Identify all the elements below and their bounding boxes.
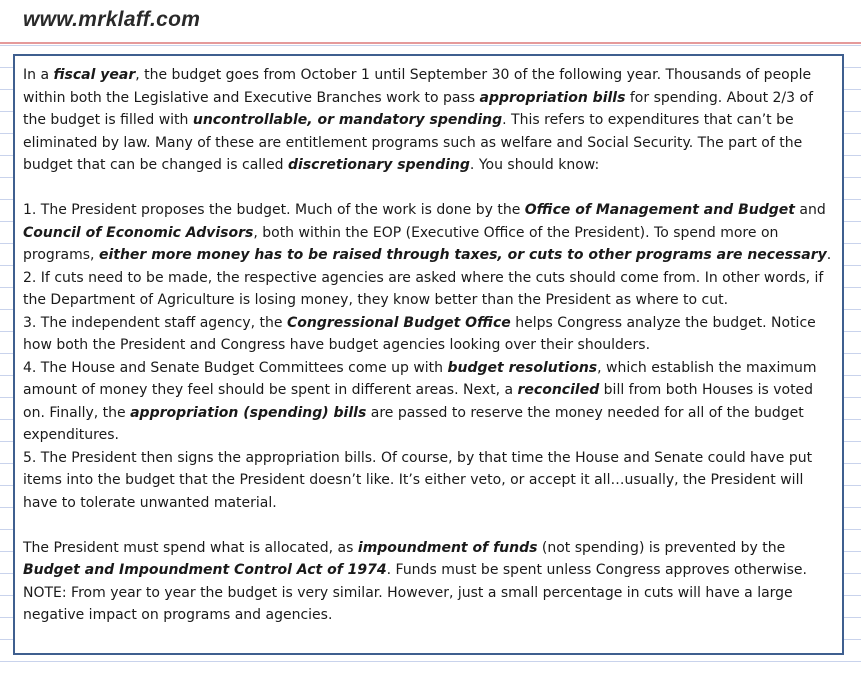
point-1 [23,199,834,267]
emphasized-term: Office of Management and Budget [524,202,795,218]
intro-paragraph [23,64,834,177]
point-2 [23,267,834,312]
text-run: and [794,202,826,218]
text-run: (not spending) is prevented by the [537,539,786,556]
emphasized-term: discretionary spending [288,157,470,173]
text-run: 3. The independent staff agency, the [23,314,287,331]
emphasized-term: uncontrollable, or mandatory spending [192,112,503,128]
text-run: . You should know: [469,157,600,173]
text-run: 4. The House and Senate Budget Committees come up with [23,359,448,376]
text-run: 5. The President then signs the appropriation bills. Of course, by that time the House and Senate could have put items into the budget that the President doesn’t like. It’s either veto, or accept it all…usually, the President will have to tolerate unwanted material. [23,449,813,511]
emphasized-term: fiscal year [53,67,136,83]
point-4 [23,357,834,447]
text-run: helps Congress analyze the budget. Notice how both the President and Congress have budget agencies looking over their shoulders. [23,314,816,353]
paragraph-gap [23,514,834,537]
content-box [13,54,844,655]
text-run: In a [23,67,54,83]
text-run: The President must spend what is allocated, as [23,539,358,556]
emphasized-term: Budget and Impoundment Control Act of 1974 [23,562,387,578]
point-3 [23,312,834,357]
note-paragraph [23,582,834,627]
emphasized-term: either more money has to be raised through taxes, or cuts to other programs are necessary [98,247,827,263]
text-run: . [826,247,832,263]
site-title: www.mrklaff.com [23,8,201,31]
text-run: NOTE: From year to year the budget is very similar. However, just a small percentage in cuts will have a large negative impact on programs and agencies. [23,584,793,623]
text-run: , the budget goes from October 1 until September 30 of the following year. Thousands of people within both the Legislative and Executive Branches work to pass [23,67,812,106]
text-run: . Funds must be spent unless Congress approves otherwise. [386,562,807,578]
emphasized-term: impoundment of funds [357,539,538,556]
emphasized-term: reconciled [517,382,600,398]
point-5 [23,447,834,515]
text-run: 1. The President proposes the budget. Much of the work is done by the [23,202,525,218]
text-run: , which establish the maximum amount of money they feel should be spent in different areas. Next, a [23,359,817,398]
text-run: are passed to reserve the money needed for all of the budget expenditures. [23,404,804,443]
text-run: bill from both Houses is voted on. Finally, the [23,382,814,421]
emphasized-term: appropriation bills [479,89,626,106]
text-run: 2. If cuts need to be made, the respective agencies are asked where the cuts should come from. In other words, if the Department of Agriculture is losing money, they know better than the President as where to cut. [23,269,824,308]
emphasized-term: budget resolutions [447,359,598,376]
text-run: , both within the EOP (Executive Office of the President). To spend more on programs, [23,224,779,263]
closing-paragraph [23,537,834,582]
emphasized-term: Council of Economic Advisors [23,224,254,241]
emphasized-term: appropriation (spending) bills [130,404,367,421]
text-run: for spending. About 2/3 of the budget is filled with [23,89,813,128]
text-run: . This refers to expenditures that can’t be eliminated by law. Many of these are entitlement programs such as welfare and Social Security. The part of the budget that can be changed is called [23,112,803,173]
emphasized-term: Congressional Budget Office [286,314,511,331]
paragraph-gap [23,177,834,200]
page-header [0,0,861,44]
